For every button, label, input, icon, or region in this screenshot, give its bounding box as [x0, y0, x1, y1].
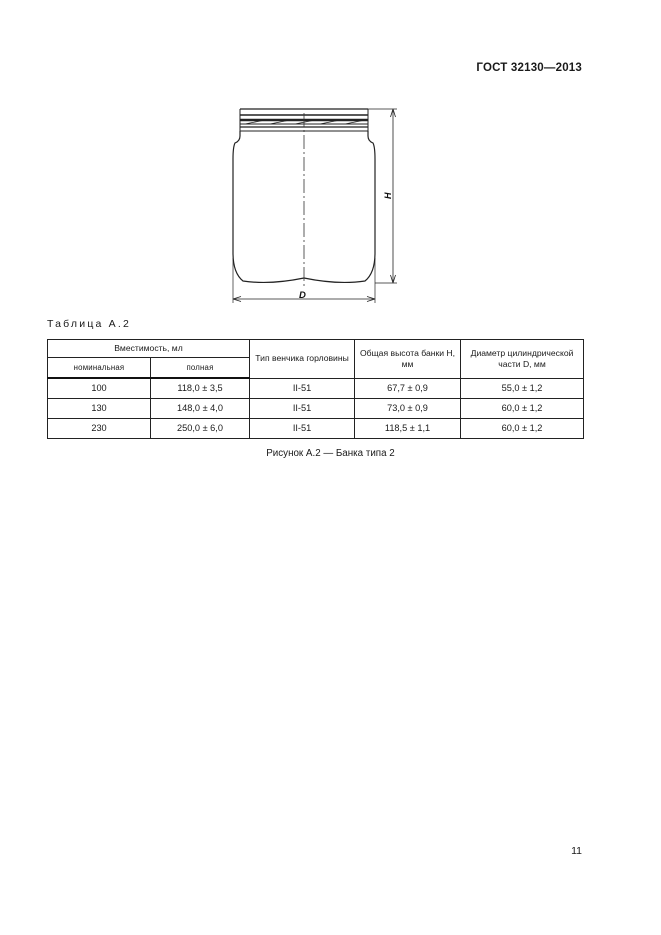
cell-diameter: 60,0 ± 1,2 — [461, 399, 584, 419]
cell-height: 67,7 ± 0,9 — [355, 378, 461, 399]
cell-nominal: 230 — [48, 419, 151, 439]
cell-neck: II-51 — [250, 399, 355, 419]
jar-svg — [225, 103, 415, 313]
height-label: H — [383, 192, 393, 199]
header-height: Общая высота банки H, мм — [355, 340, 461, 379]
table-row — [48, 399, 584, 419]
document-id: ГОСТ 32130—2013 — [476, 62, 582, 74]
table-row — [48, 378, 584, 399]
figure-caption: Рисунок А.2 — Банка типа 2 — [266, 448, 395, 459]
cell-nominal: 100 — [48, 378, 151, 399]
header-nominal: номинальная — [48, 358, 151, 379]
table-title: Таблица А.2 — [47, 318, 132, 330]
page-number: 11 — [571, 845, 582, 857]
cell-nominal: 130 — [48, 399, 151, 419]
header-diameter: Диаметр цилиндрической части D, мм — [461, 340, 584, 379]
cell-full: 118,0 ± 3,5 — [151, 378, 250, 399]
header-capacity: Вместимость, мл — [48, 340, 250, 358]
cell-height: 118,5 ± 1,1 — [355, 419, 461, 439]
cell-full: 148,0 ± 4,0 — [151, 399, 250, 419]
table-row — [48, 419, 584, 439]
cell-diameter: 60,0 ± 1,2 — [461, 419, 584, 439]
cell-neck: II-51 — [250, 419, 355, 439]
spec-table — [47, 339, 584, 439]
header-full: полная — [151, 358, 250, 379]
cell-neck: II-51 — [250, 378, 355, 399]
cell-height: 73,0 ± 0,9 — [355, 399, 461, 419]
cell-diameter: 55,0 ± 1,2 — [461, 378, 584, 399]
jar-drawing — [225, 103, 415, 313]
cell-full: 250,0 ± 6,0 — [151, 419, 250, 439]
header-neck-type: Тип венчика горловины — [250, 340, 355, 379]
diameter-label: D — [299, 290, 306, 301]
